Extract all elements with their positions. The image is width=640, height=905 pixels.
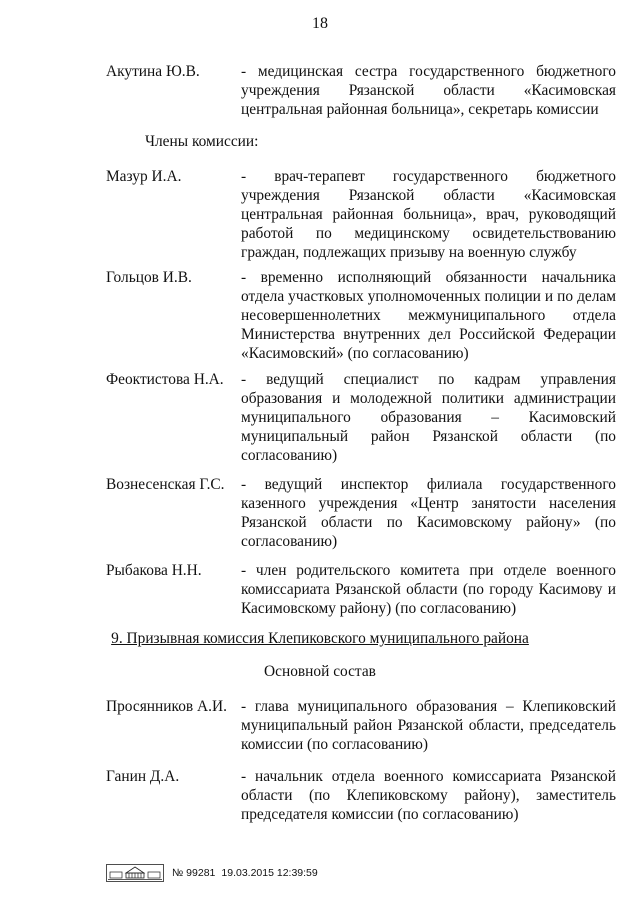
document-number: № 99281: [172, 867, 216, 879]
entry-mazur: [106, 167, 616, 262]
entry-voznesenskaya: [106, 475, 616, 551]
section-heading: 9. Призывная комиссия Клепиковского муниципального района: [111, 630, 529, 647]
entry-name: Гольцов И.В.: [106, 269, 192, 286]
page-number: 18: [312, 15, 328, 32]
entry-feoktistova: [106, 370, 616, 465]
entry-name: Ганин Д.А.: [106, 768, 180, 785]
section-subheading: Основной состав: [264, 663, 376, 680]
entry-description: - ведущий специалист по кадрам управления образования и молодежной политики администрации муниципального образования – Касимовский муниципальный район Рязанской области (по согласованию): [241, 371, 616, 464]
document-timestamp: 19.03.2015 12:39:59: [221, 867, 318, 879]
entry-name: Рыбакова Н.Н.: [106, 562, 202, 579]
entry-description: - медицинская сестра государственного бюджетного учреждения Рязанской области «Касимовская центральная районная больница», секретарь комиссии: [241, 63, 616, 118]
government-building-stamp-icon: [106, 864, 164, 882]
entry-rybakova: [106, 561, 616, 618]
entry-name: Мазур И.А.: [106, 168, 182, 185]
entry-description: - член родительского комитета при отделе военного комиссариата Рязанской области (по городу Касимову и Касимовскому району) (по согласованию): [241, 562, 616, 617]
entry-goltsov: [106, 268, 616, 363]
entry-akutina: [106, 62, 616, 119]
entry-name: Просянников А.И.: [106, 698, 227, 715]
entry-description: - врач-терапевт государственного бюджетного учреждения Рязанской области «Касимовская центральная районная больница», врач, руководящий работой по медицинскому освидетельствованию граждан, подлежащих призыву на военную службу: [241, 168, 616, 261]
entry-ganin: [106, 767, 616, 824]
entry-name: Акутина Ю.В.: [106, 63, 200, 80]
members-heading: Члены комиссии:: [145, 133, 259, 150]
entry-prosyannikov: [106, 697, 616, 754]
entry-name: Феоктистова Н.А.: [106, 371, 224, 388]
entry-name: Вознесенская Г.С.: [106, 476, 225, 493]
entry-description: - глава муниципального образования – Клепиковский муниципальный район Рязанской области, председатель комиссии (по согласованию): [241, 698, 616, 753]
entry-description: - временно исполняющий обязанности начальника отдела участковых уполномоченных полиции и по делам несовершеннолетних межмуниципального отдела Министерства внутренних дел Российской Федерации «Касимовский» (по согласованию): [241, 269, 616, 362]
footer-stamp: [106, 864, 318, 882]
entry-description: - начальник отдела военного комиссариата Рязанской области (по Клепиковскому району), заместитель председателя комиссии (по согласованию): [241, 768, 616, 823]
entry-description: - ведущий инспектор филиала государственного казенного учреждения «Центр занятости населения Рязанской области по Касимовскому району» (по согласованию): [241, 476, 616, 550]
